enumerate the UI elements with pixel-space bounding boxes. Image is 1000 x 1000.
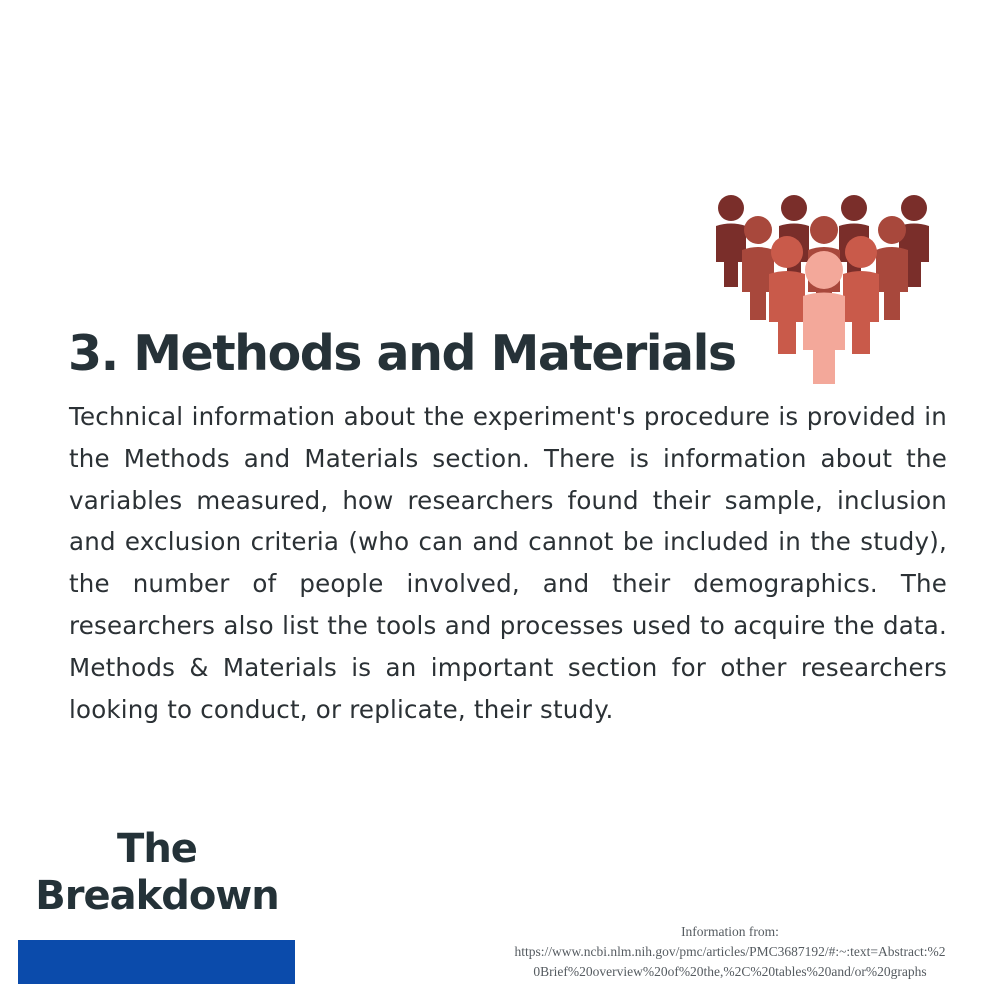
brand-logo <box>20 826 294 920</box>
section-heading: 3. Methods and Materials <box>68 325 736 382</box>
brand-line-2: Breakdown <box>35 873 279 919</box>
source-url-line-1: https://www.ncbi.nlm.nih.gov/pmc/articles/PMC3687192/#:~:text=Abstract:%2 <box>514 944 946 959</box>
source-label: Information from: <box>681 924 779 939</box>
people-group-icon <box>708 190 940 386</box>
source-url-line-2: 0Brief%20overview%20of%20the,%2C%20tables%20and/or%20graphs <box>533 964 927 979</box>
section-body: Technical information about the experiment's procedure is provided in the Methods and Materials section. There is information about the variables measured, how researchers found their sample, inclusion and exclusion criteria (who can and cannot be included in the study), the number of people involved, and their demographics. The researchers also list the tools and processes used to acquire the data. Methods & Materials is an important section for other researchers looking to conduct, or replicate, their study. <box>69 402 947 724</box>
source-citation <box>470 922 990 982</box>
brand-line-1: The <box>117 826 197 872</box>
brand-bar <box>18 940 295 984</box>
